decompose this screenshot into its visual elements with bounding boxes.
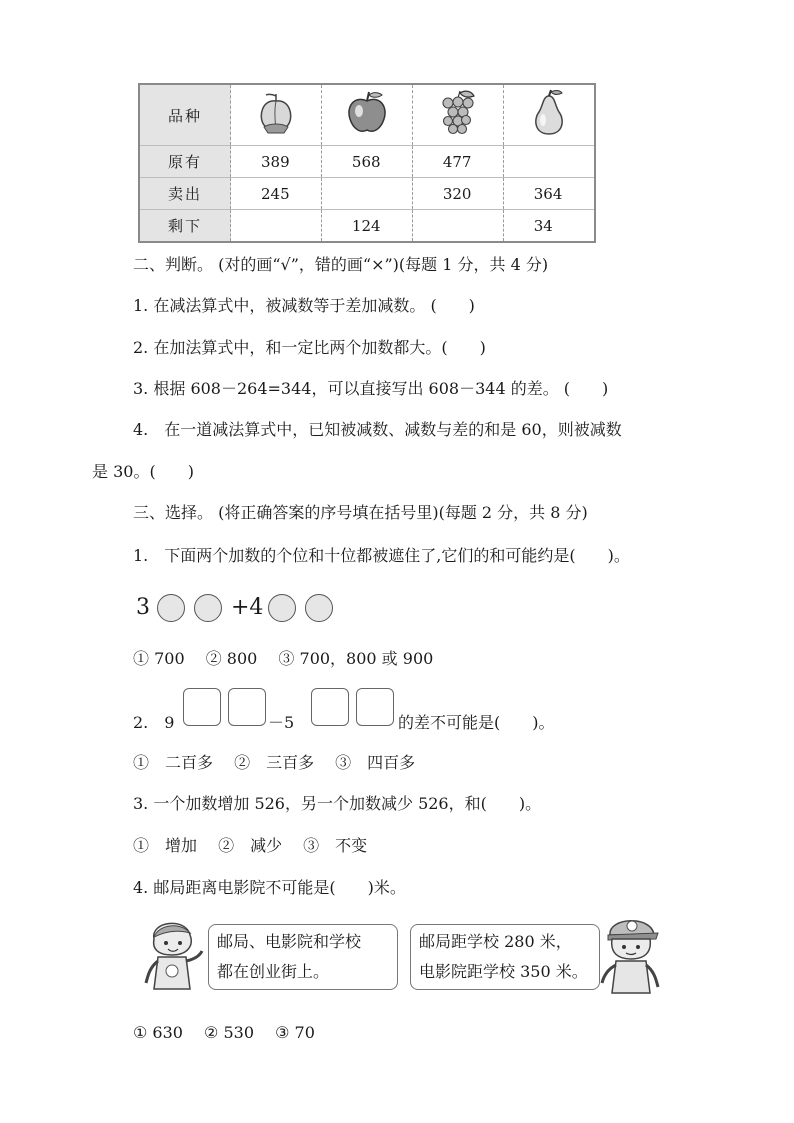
boy-character-icon [140,915,208,997]
table-cell: 245 [231,178,322,210]
table-cell [231,210,322,243]
fruit-table [138,83,596,243]
hidden-addend-a-digit: 3 [136,595,150,620]
table-cell: 320 [412,178,503,210]
bubble-left-line-1: 邮局、电影院和学校 [217,932,362,951]
table-row [139,84,595,146]
grape-cell [412,84,503,146]
bubble-right-line-1: 邮局距学校 280 米， [419,932,572,951]
table-cell [412,210,503,243]
cap-boy-character-icon [598,913,664,999]
choice-question-4: 4. 邮局距离电影院不可能是( )米。 [133,878,406,897]
table-cell: 389 [231,146,322,178]
row-label-remaining: 剩下 [139,210,231,243]
choice-question-2-tail: 的差不可能是( )。 [398,713,555,732]
choice-3-options: ① 增加 ② 减少 ③ 不变 [133,836,368,855]
section2-heading: 二、判断。 (对的画“√”，错的画“×”)(每题 1 分，共 4 分) [133,255,549,274]
table-row [139,178,595,210]
choice-question-1: 1. 下面两个加数的个位和十位都被遮住了,它们的和可能约是( )。 [133,546,630,565]
table-row [139,146,595,178]
table-cell [503,146,595,178]
speech-bubble-left [208,924,398,990]
speech-bubble-right [410,924,600,990]
judge-question-3: 3. 根据 608－264=344，可以直接写出 608－344 的差。 ( ) [133,379,609,398]
table-cell: 124 [321,210,412,243]
section3-heading: 三、选择。 (将正确答案的序号填在括号里)(每题 2 分，共 8 分) [133,503,588,522]
hidden-addend-b-digit: +4 [231,595,264,620]
judge-question-1: 1. 在减法算式中，被减数等于差加减数。 ( ) [133,296,475,315]
judge-question-4: 4. 在一道减法算式中，已知被减数、减数与差的和是 60，则被减数 [133,420,622,439]
choice-2-options: ① 二百多 ② 三百多 ③ 四百多 [133,753,416,772]
blank-digit-box [356,688,394,726]
row-label-sold: 卖出 [139,178,231,210]
judge-question-2: 2. 在加法算式中，和一定比两个加数都大。( ) [133,338,486,357]
peach-icon [254,89,298,137]
table-cell: 568 [321,146,412,178]
apple-icon [344,89,390,137]
bubble-left-line-2: 都在创业街上。 [217,962,330,981]
pear-icon [529,88,569,138]
hidden-digit-circle [305,594,333,622]
judge-question-4-cont: 是 30。( ) [92,462,194,481]
grape-icon [438,88,478,138]
hidden-digit-circle [268,594,296,622]
pear-cell [503,84,595,146]
choice-question-2-lead: 2. 9 [133,713,175,732]
choice-1-options: ① 700 ② 800 ③ 700，800 或 900 [133,649,434,668]
apple-cell [321,84,412,146]
bubble-right-line-2: 电影院距学校 350 米。 [419,962,588,981]
blank-digit-box [311,688,349,726]
table-cell: 477 [412,146,503,178]
table-cell: 34 [503,210,595,243]
blank-digit-box [228,688,266,726]
blank-digit-box [183,688,221,726]
row-label-original: 原有 [139,146,231,178]
table-cell: 364 [503,178,595,210]
hidden-digit-circle [157,594,185,622]
choice-4-options: ① 630 ② 530 ③ 70 [133,1023,315,1042]
table-row [139,210,595,243]
choice-question-2-minus: －5 [268,713,295,732]
choice-question-3: 3. 一个加数增加 526，另一个加数减少 526，和( )。 [133,794,542,813]
row-label-variety: 品种 [139,84,231,146]
peach-cell [231,84,322,146]
table-cell [321,178,412,210]
hidden-digit-circle [194,594,222,622]
